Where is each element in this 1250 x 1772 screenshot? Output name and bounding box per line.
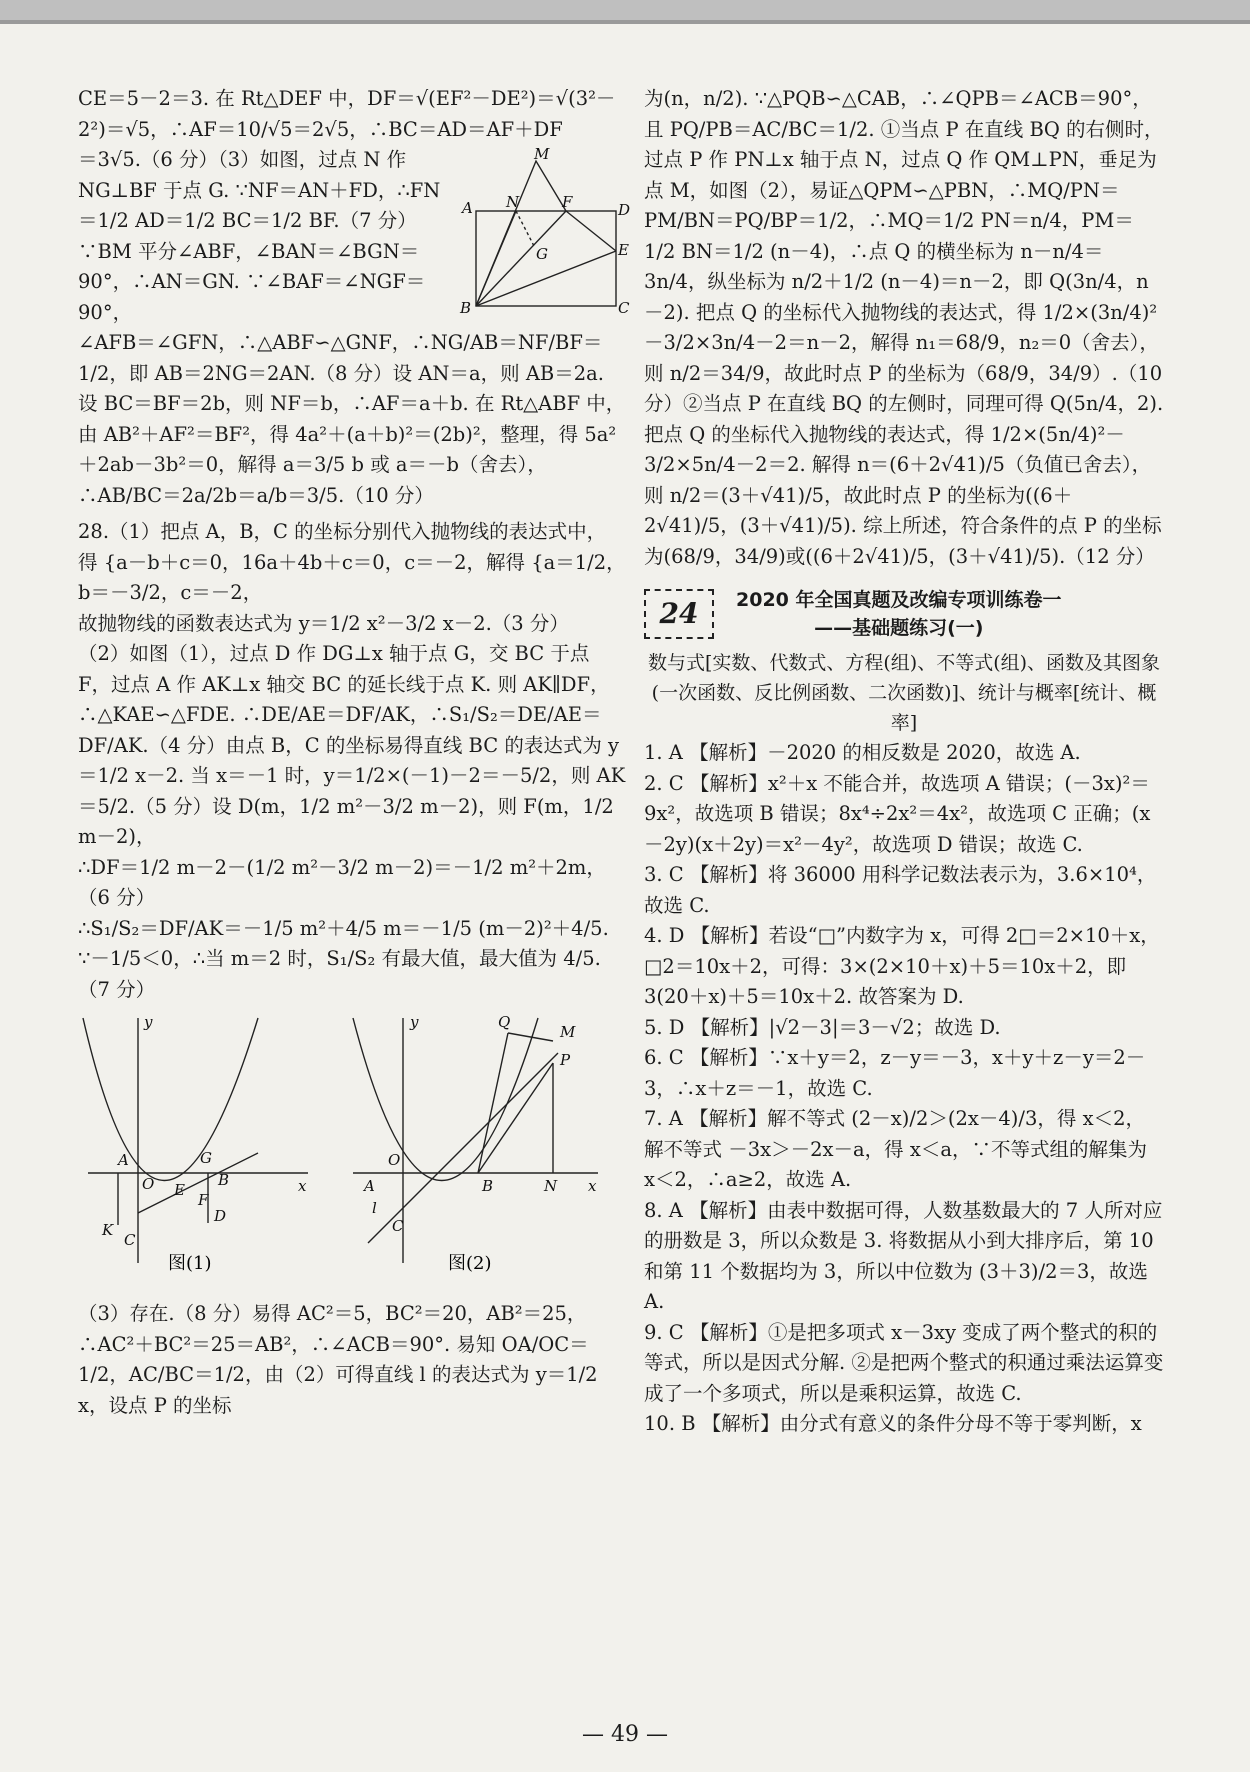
label-E: E xyxy=(618,241,629,259)
label-B: B xyxy=(460,299,472,317)
equation-system: 得 {a－b＋c＝0，16a＋4b＋c＝0，c＝－2，解得 {a＝1/2，b＝－3/2，c＝－2， xyxy=(78,550,626,604)
scan-edge-line xyxy=(0,20,1250,24)
label-N: N xyxy=(544,1177,558,1195)
label-F: F xyxy=(562,193,573,211)
caption: 图(2) xyxy=(448,1253,492,1274)
figure-2 xyxy=(348,1013,608,1273)
label-A: A xyxy=(462,199,473,217)
answer-3: 3. C 【解析】将 36000 用科学记数法表示为，3.6×10⁴，故选 C. xyxy=(644,863,1157,917)
section-header xyxy=(644,586,1164,642)
paragraph: CE＝5－2＝3. 在 Rt△DEF 中，DF＝√(EF²－DE²)＝√(3²－2²)＝√5，∴AF＝10/√5＝2√5，∴BC＝AD＝AF＋DF xyxy=(78,87,616,141)
paragraph: ∴DF＝1/2 m－2－(1/2 m²－3/2 m－2)＝－1/2 m²＋2m，（6 分） xyxy=(78,855,606,909)
answer-2: 2. C 【解析】x²＋x 不能合并，故选项 A 错误；(－3x)²＝9x²，故选项 B 错误；8x⁴÷2x²＝4x²，故选项 C 正确；(x－2y)(x＋2y)＝x²－4y²，故选项 D 错误；故选 C. xyxy=(644,771,1151,856)
label-D: D xyxy=(618,201,631,219)
paragraph: 故抛物线的函数表达式为 y＝1/2 x²－3/2 x－2.（3 分） xyxy=(78,611,569,635)
figure-1 xyxy=(78,1013,318,1273)
label-O: O xyxy=(142,1175,155,1193)
answer-4: 4. D 【解析】若设“□”内数字为 x，可得 2□＝2×10＋x，□2＝10x＋2，可得：3×(2×10＋x)＋5＝10x＋2，即 3(20＋x)＋5＝10x＋2. 故答案为 D. xyxy=(644,924,1160,1008)
answer-6: 6. C 【解析】∵x＋y＝2，z－y＝－3，x＋y＋z－y＝2－3，∴x＋z＝－1，故选 C. xyxy=(644,1046,1146,1100)
paragraph: ∴S₁/S₂＝DF/AK＝－1/5 m²＋4/5 m＝－1/5 (m－2)²＋4/5. ∵－1/5＜0，∴当 m＝2 时，S₁/S₂ 有最大值，最大值为 4/5.（7 分） xyxy=(78,916,609,1001)
label-K: K xyxy=(102,1221,114,1239)
paragraph: 为(n，n/2). ∵△PQB∽△CAB，∴∠QPB＝∠ACB＝90°，且 PQ/PB＝AC/BC＝1/2. ①当点 P 在直线 BQ 的右侧时，过点 P 作 PN⊥x 轴于点 N，过点 Q 作 QM⊥PN，垂足为点 M，如图（2），易证△QPM∽△PBN，∴MQ/PN＝PM/BN＝PQ/BP＝1/2，∴MQ＝1/2 PN＝n/4，PM＝1/2 BN＝1/2 (n－4)，∴点 Q 的横坐标为 n－n/4＝3n/4，纵坐标为 n/2＋1/2 (n－4)＝n－2，即 Q(3n/4，n－2). 把点 Q 的坐标代入抛物线的表达式，得 1/2×(3n/4)²－3/2×3n/4－2＝n－2，解得 n₁＝68/9，n₂＝0（舍去），则 n/2＝34/9，故此时点 P 的坐标为（68/9，34/9）.（10 分）②当点 P 在直线 BQ 的左侧时，同理可得 Q(5n/4，2). 把点 Q 的坐标代入抛物线的表达式，得 1/2×(5n/4)²－3/2×5n/4－2＝2. 解得 n＝(6＋2√41)/5（负值已舍去），则 n/2＝(3＋√41)/5，故此时点 P 的坐标为((6＋2√41)/5，(3＋√41)/5). 综上所述，符合条件的点 P 的坐标为(68/9，34/9)或((6＋2√41)/5，(3＋√41)/5).（12 分） xyxy=(644,87,1164,568)
label-F: F xyxy=(198,1191,209,1209)
label-Q: Q xyxy=(498,1013,511,1031)
page-number: — 49 — xyxy=(582,1722,668,1747)
right-column xyxy=(644,84,1164,1440)
answer-7: 7. A 【解析】解不等式 (2－x)/2＞(2x－4)/3，得 x＜2，解不等式 －3x＞－2x－a，得 x＜a，∵不等式组的解集为 x＜2，∴a≥2，故选 A. xyxy=(644,1107,1147,1191)
label-C: C xyxy=(124,1231,136,1249)
section-badge: 24 xyxy=(644,589,714,639)
section-title xyxy=(736,586,1062,642)
section-title-line-2: ——基础题练习(一) xyxy=(814,617,984,639)
paragraph: （2）如图（1），过点 D 作 DG⊥x 轴于点 G，交 BC 于点 F，过点 A 作 AK⊥x 轴交 BC 的延长线于点 K. 则 AK∥DF，∴△KAE∽△FDE. ∴DE/AE＝DF/AK，∴S₁/S₂＝DE/AE＝DF/AK.（4 分）由点 B，C 的坐标易得直线 BC 的表达式为 y＝1/2 x－2. 当 x＝－1 时，y＝1/2×(－1)－2＝－5/2，则 AK＝5/2.（5 分）设 D(m，1/2 m²－3/2 m－2)，则 F(m，1/2 m－2)， xyxy=(78,642,626,848)
label-E: E xyxy=(174,1181,185,1199)
answer-8: 8. A 【解析】由表中数据可得，人数基数最大的 7 人所对应的册数是 3，所以众数是 3. 将数据从小到大排序后，第 10 和第 11 个数据均为 3，所以中位数为 (3＋3)/2＝3，故选 A. xyxy=(644,1198,1163,1313)
parabola-figures xyxy=(78,1013,626,1293)
label-G: G xyxy=(536,245,548,263)
section-subtitle: 数与式[实数、代数式、方程(组)、不等式(组)、函数及其图象(一次函数、反比例函数、二次函数)]、统计与概率[统计、概率] xyxy=(647,652,1161,734)
paragraph: ＝3√5.（6 分）（3）如图，过点 N 作 NG⊥BF 于点 G. ∵NF＝AN＋FD，∴FN＝1/2 AD＝1/2 BC＝1/2 BF.（7 分）∵BM 平分∠ABF，∠BAN＝∠BGN＝90°，∴AN＝GN. ∵∠BAF＝∠NGF＝90°， xyxy=(78,148,441,324)
label-P: P xyxy=(560,1051,571,1069)
label-C: C xyxy=(618,299,630,317)
label-D: D xyxy=(214,1207,227,1225)
label-G: G xyxy=(200,1149,212,1167)
paragraph: ∠AFB＝∠GFN，∴△ABF∽△GNF，∴NG/AB＝NF/BF＝1/2，即 AB＝2NG＝2AN.（8 分）设 AN＝a，则 AB＝2a. 设 BC＝BF＝2b，则 NF＝b，∴AF＝a＋b. 在 Rt△ABF 中，由 AB²＋AF²＝BF²，得 4a²＋(a＋b)²＝(2b)²，整理，得 5a²＋2ab－3b²＝0，解得 a＝3/5 b 或 a＝－b（舍去），∴AB/BC＝2a/2b＝a/b＝3/5.（10 分） xyxy=(78,331,626,507)
answer-10: 10. B 【解析】由分式有意义的条件分母不等于零判断，x xyxy=(644,1412,1142,1435)
label-B: B xyxy=(482,1177,494,1195)
label-B: B xyxy=(218,1171,230,1189)
axis-y: y xyxy=(144,1013,153,1031)
axis-x: x xyxy=(298,1177,307,1195)
label-M: M xyxy=(560,1023,576,1041)
label-N: N xyxy=(506,193,520,211)
left-column xyxy=(78,84,631,1421)
label-A: A xyxy=(364,1177,375,1195)
label-O: O xyxy=(388,1151,401,1169)
axis-x: x xyxy=(588,1177,597,1195)
label-C: C xyxy=(392,1217,404,1235)
section-title-line-1: 2020 年全国真题及改编专项训练卷一 xyxy=(736,589,1062,611)
label-A: A xyxy=(118,1151,129,1169)
question-28: 28.（1）把点 A，B，C 的坐标分别代入抛物线的表达式中， xyxy=(78,520,607,543)
answer-1: 1. A 【解析】－2020 的相反数是 2020，故选 A. xyxy=(644,741,1081,764)
answer-9: 9. C 【解析】①是把多项式 x－3xy 变成了两个整式的积的等式，所以是因式分解. ②是把两个整式的积通过乘法运算变成了一个多项式，所以是乘积运算，故选 C. xyxy=(644,1320,1164,1405)
axis-y: y xyxy=(410,1013,419,1031)
geometry-figure xyxy=(456,145,631,321)
scan-edge xyxy=(0,0,1250,20)
caption: 图(1) xyxy=(168,1253,212,1274)
answer-5: 5. D 【解析】|√2－3|＝3－√2；故选 D. xyxy=(644,1015,1001,1039)
label-l: l xyxy=(372,1199,377,1217)
label-M: M xyxy=(534,145,550,163)
paragraph: （3）存在.（8 分）易得 AC²＝5，BC²＝20，AB²＝25，∴AC²＋BC²＝25＝AB²，∴∠ACB＝90°. 易知 OA/OC＝1/2，AC/BC＝1/2，由（2）可得直线 l 的表达式为 y＝1/2 x，设点 P 的坐标 xyxy=(78,1302,598,1417)
